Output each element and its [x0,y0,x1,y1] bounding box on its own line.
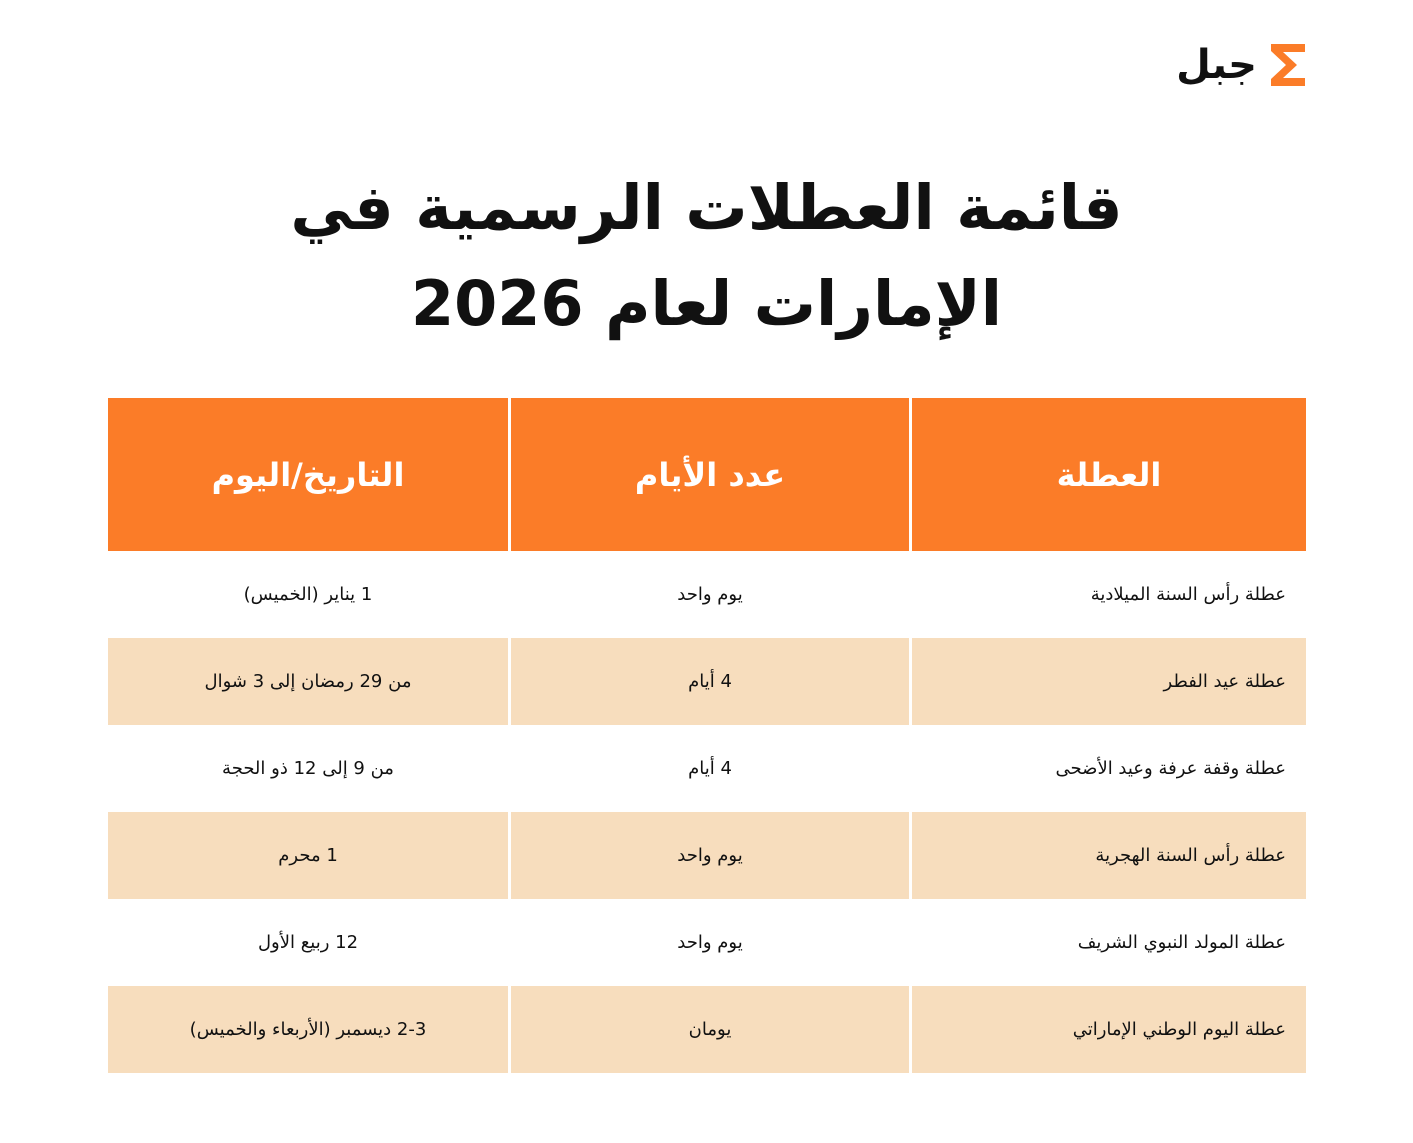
cell-days: يوم واحد [511,812,909,899]
cell-holiday: عطلة اليوم الوطني الإماراتي [912,986,1306,1073]
cell-date: 1 يناير (الخميس) [108,551,508,638]
table-row [108,551,1306,638]
cell-holiday: عطلة وقفة عرفة وعيد الأضحى [912,725,1306,812]
holidays-table [108,398,1306,1073]
cell-holiday: عطلة عيد الفطر [912,638,1306,725]
cell-date: 12 ربيع الأول [108,899,508,986]
brand-logo [1176,40,1309,90]
cell-days: يوم واحد [511,551,909,638]
table-header-row [108,398,1306,551]
table-row [108,899,1306,986]
title-line-1: قائمة العطلات الرسمية في [290,171,1123,244]
cell-days: 4 أيام [511,725,909,812]
page-title [0,160,1413,352]
header-date: التاريخ/اليوم [108,398,508,551]
cell-date: من 9 إلى 12 ذو الحجة [108,725,508,812]
cell-days: يوم واحد [511,899,909,986]
brand-name: جبل [1176,42,1257,88]
cell-date: من 29 رمضان إلى 3 شوال [108,638,508,725]
cell-holiday: عطلة رأس السنة الهجرية [912,812,1306,899]
cell-days: 4 أيام [511,638,909,725]
cell-date: 1 محرم [108,812,508,899]
cell-holiday: عطلة المولد النبوي الشريف [912,899,1306,986]
table-row [108,986,1306,1073]
table-row [108,812,1306,899]
header-holiday: العطلة [912,398,1306,551]
title-line-2: الإمارات لعام 2026 [410,267,1003,340]
cell-days: يومان [511,986,909,1073]
cell-date: 2-3 ديسمبر (الأربعاء والخميس) [108,986,508,1073]
cell-holiday: عطلة رأس السنة الميلادية [912,551,1306,638]
table-row [108,638,1306,725]
table-row [108,725,1306,812]
header-days: عدد الأيام [511,398,909,551]
brand-mark-icon [1267,40,1309,90]
